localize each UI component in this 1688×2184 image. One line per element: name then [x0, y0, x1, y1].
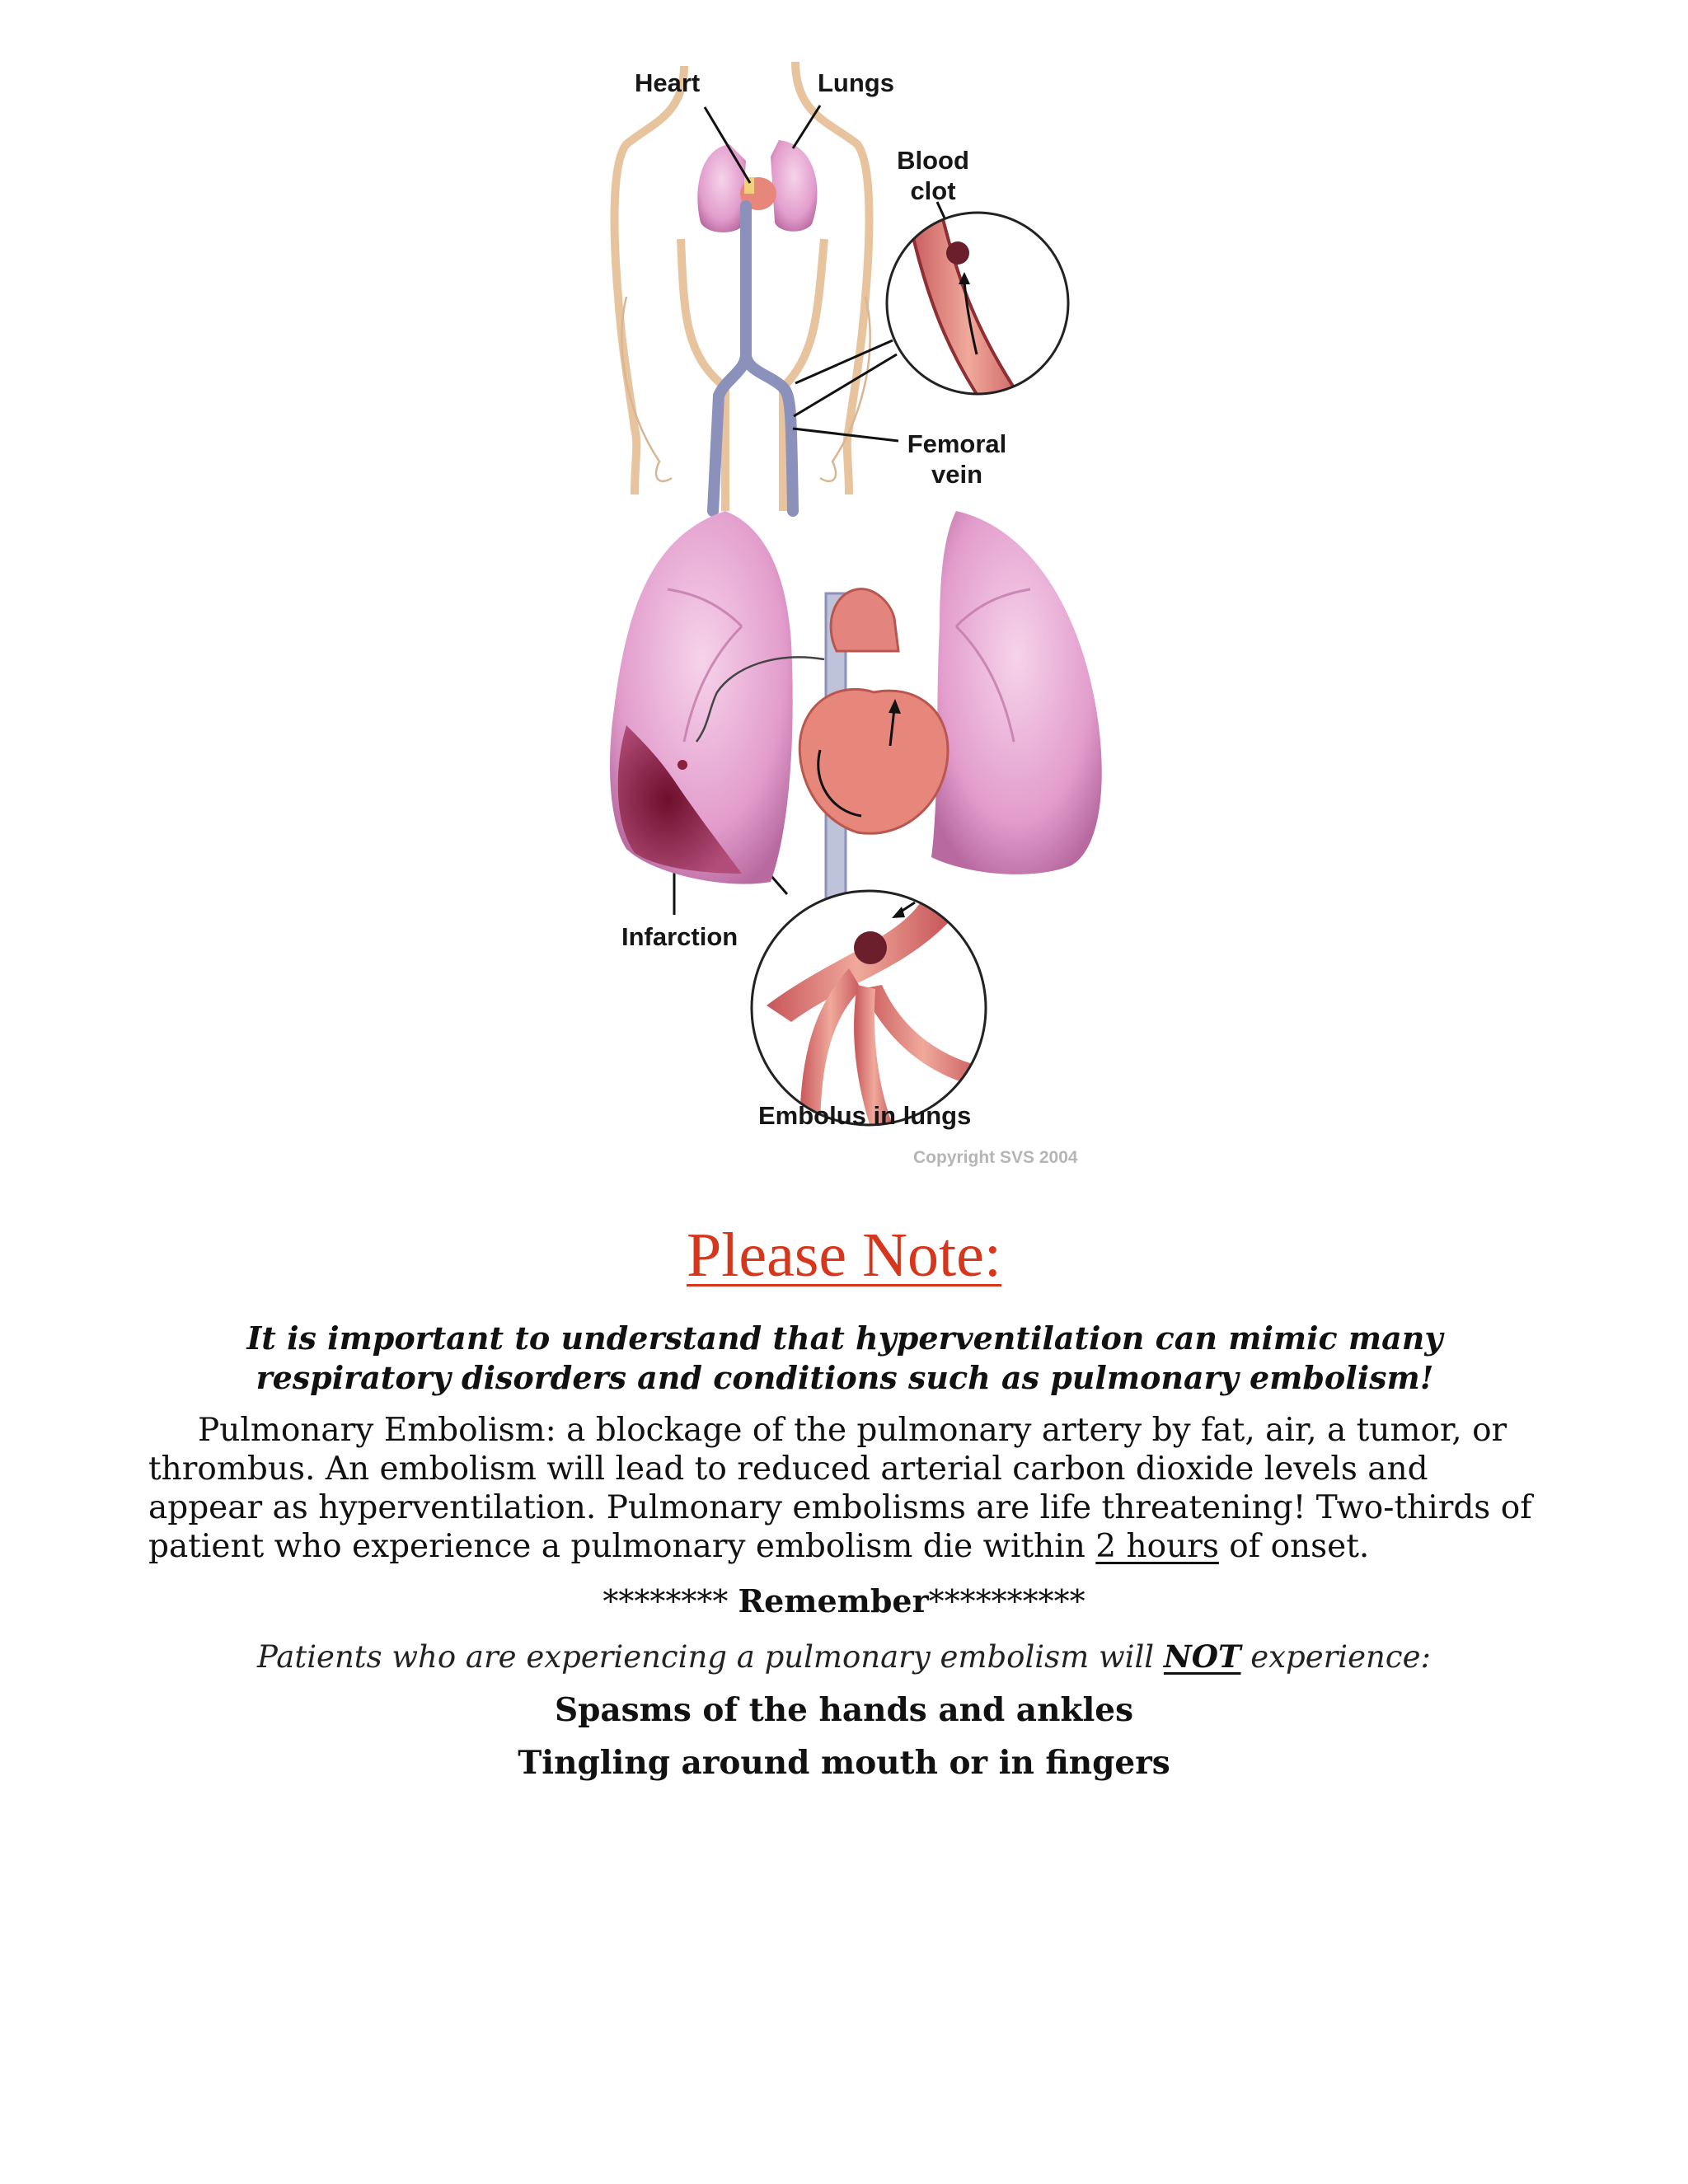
symptom-tingling: Tingling around mouth or in fingers — [518, 1744, 1170, 1782]
definition-text: Pulmonary Embolism: a blockage of the pulmonary artery by fat, air, a tumor, or thrombus. An embolism will lead to reduced arterial carbon dioxide levels and appear as hyperventilation. Pulmonary embolisms are life threatening! Two-thirds of patient who experience a pulmonary embolism die within — [148, 1412, 1532, 1565]
label-femoral-line2: vein — [931, 460, 983, 490]
patients-not-emphasis: NOT — [1163, 1638, 1241, 1675]
patients-not-experience-line — [0, 1638, 1688, 1675]
patients-text-before: Patients who are experiencing a pulmonary embolism will — [257, 1639, 1164, 1675]
embolus-marker — [678, 760, 687, 770]
symptom-spasms: Spasms of the hands and ankles — [554, 1691, 1134, 1729]
definition-text-end: of onset. — [1218, 1528, 1370, 1565]
label-heart: Heart — [635, 68, 701, 97]
label-lungs: Lungs — [818, 68, 894, 97]
definition-time-underlined: 2 hours — [1095, 1528, 1219, 1565]
remember-word: Remember — [738, 1582, 929, 1619]
label-femoral-vein — [903, 429, 1010, 490]
label-femoral-line1: Femoral — [907, 429, 1007, 458]
heart-drawing — [799, 589, 948, 931]
pulmonary-embolism-definition — [148, 1411, 1550, 1566]
figure-copyright: Copyright SVS 2004 — [913, 1148, 1078, 1167]
hyperventilation-warning: It is important to understand that hyperventilation can mimic many respiratory disorders and conditions such as pulmonary embolism! — [246, 1319, 1443, 1396]
blood-clot-zoom-circle — [887, 206, 1068, 424]
remember-stars-right: ********** — [928, 1583, 1085, 1619]
label-embolus-in-lungs: Embolus in lungs — [758, 1101, 972, 1130]
patients-text-after: experience: — [1240, 1639, 1431, 1675]
upper-lungs — [697, 140, 817, 232]
label-infarction: Infarction — [621, 922, 738, 951]
label-blood-clot-line2: clot — [910, 176, 956, 206]
remember-stars-left: ******** — [603, 1583, 738, 1619]
label-blood-clot — [895, 145, 971, 206]
label-blood-clot-line1: Blood — [897, 146, 969, 175]
please-note-heading: Please Note: — [686, 1221, 1001, 1290]
remember-line — [0, 1582, 1688, 1619]
